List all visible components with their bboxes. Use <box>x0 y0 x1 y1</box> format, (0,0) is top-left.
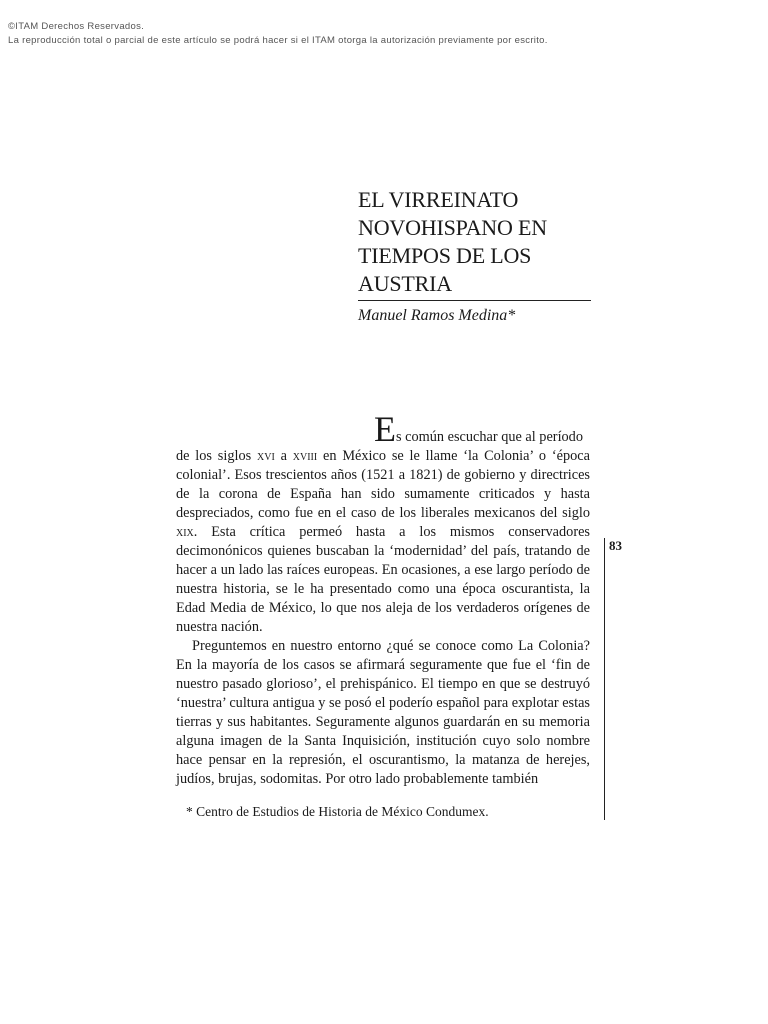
paragraph: Preguntemos en nuestro entorno ¿qué se conoce como La Colonia? En la mayoría de los casos se afirmará seguramente que fue el ‘fin de nuestro pasado glorioso’, el prehispánico. El tiempo en que se destruyó ‘nuestra’ cultura antigua y se posó el poderío español para explotar estas tierras y sus habitantes. Seguramente algunos guardarán en su memoria alguna imagen de la Santa Inquisición, institución cuyo solo nombre hace pensar en la represión, el oscurantismo, la matanza de herejes, judíos, brujas, sodomitas. Por otro lado probablemente también <box>176 638 590 787</box>
century-numeral: xvi <box>257 448 275 464</box>
paragraph-text: en México se le llame ‘la Colonia’ o ‘época colonial’. Esos trescientos años (1521 a 1821) de gobierno y directrices de la corona de España han sido sumamente criticados y hasta despreciados, como fue en el caso de los liberales mexicanos del siglo <box>176 448 590 521</box>
copyright-line: ©ITAM Derechos Reservados. <box>8 21 145 32</box>
copyright-notice <box>8 20 548 48</box>
article-header <box>358 186 591 325</box>
article-body <box>176 409 590 789</box>
title-line: EL VIRREINATO <box>358 187 519 212</box>
title-line: AUSTRIA <box>358 271 452 296</box>
page-number: 83 <box>609 538 622 553</box>
article-title <box>358 186 591 301</box>
article-author: Manuel Ramos Medina* <box>358 307 516 324</box>
reproduction-notice-line: La reproducción total o parcial de este artículo se podrá hacer si el ITAM otorga la autorización previamente por escrito. <box>8 35 548 46</box>
title-line: TIEMPOS DE LOS <box>358 243 532 268</box>
paragraph-text: . Esta crítica permeó hasta a los mismos conservadores decimonónicos quienes buscaban la ‘modernidad’ del país, tratando de hacer a un lado las raíces europeas. En ocasiones, a ese largo período de nuestra historia, se le ha presentado como una época oscurantista, la Edad Media de México, lo que nos aleja de los verdaderos orígenes de nuestra nación. <box>176 524 590 635</box>
paragraph-text: a <box>274 448 293 464</box>
folio-rule <box>604 538 605 820</box>
footnote: * Centro de Estudios de Historia de México Condumex. <box>186 804 489 819</box>
drop-cap: E <box>374 409 396 449</box>
paragraph <box>176 409 590 637</box>
first-line-text: s común escuchar que al período <box>396 429 583 445</box>
century-numeral: xix <box>176 524 194 540</box>
first-line <box>176 409 583 449</box>
title-line: NOVOHISPANO EN <box>358 215 547 240</box>
century-numeral: xviii <box>292 448 318 464</box>
paragraph-text: de los siglos <box>176 448 257 464</box>
